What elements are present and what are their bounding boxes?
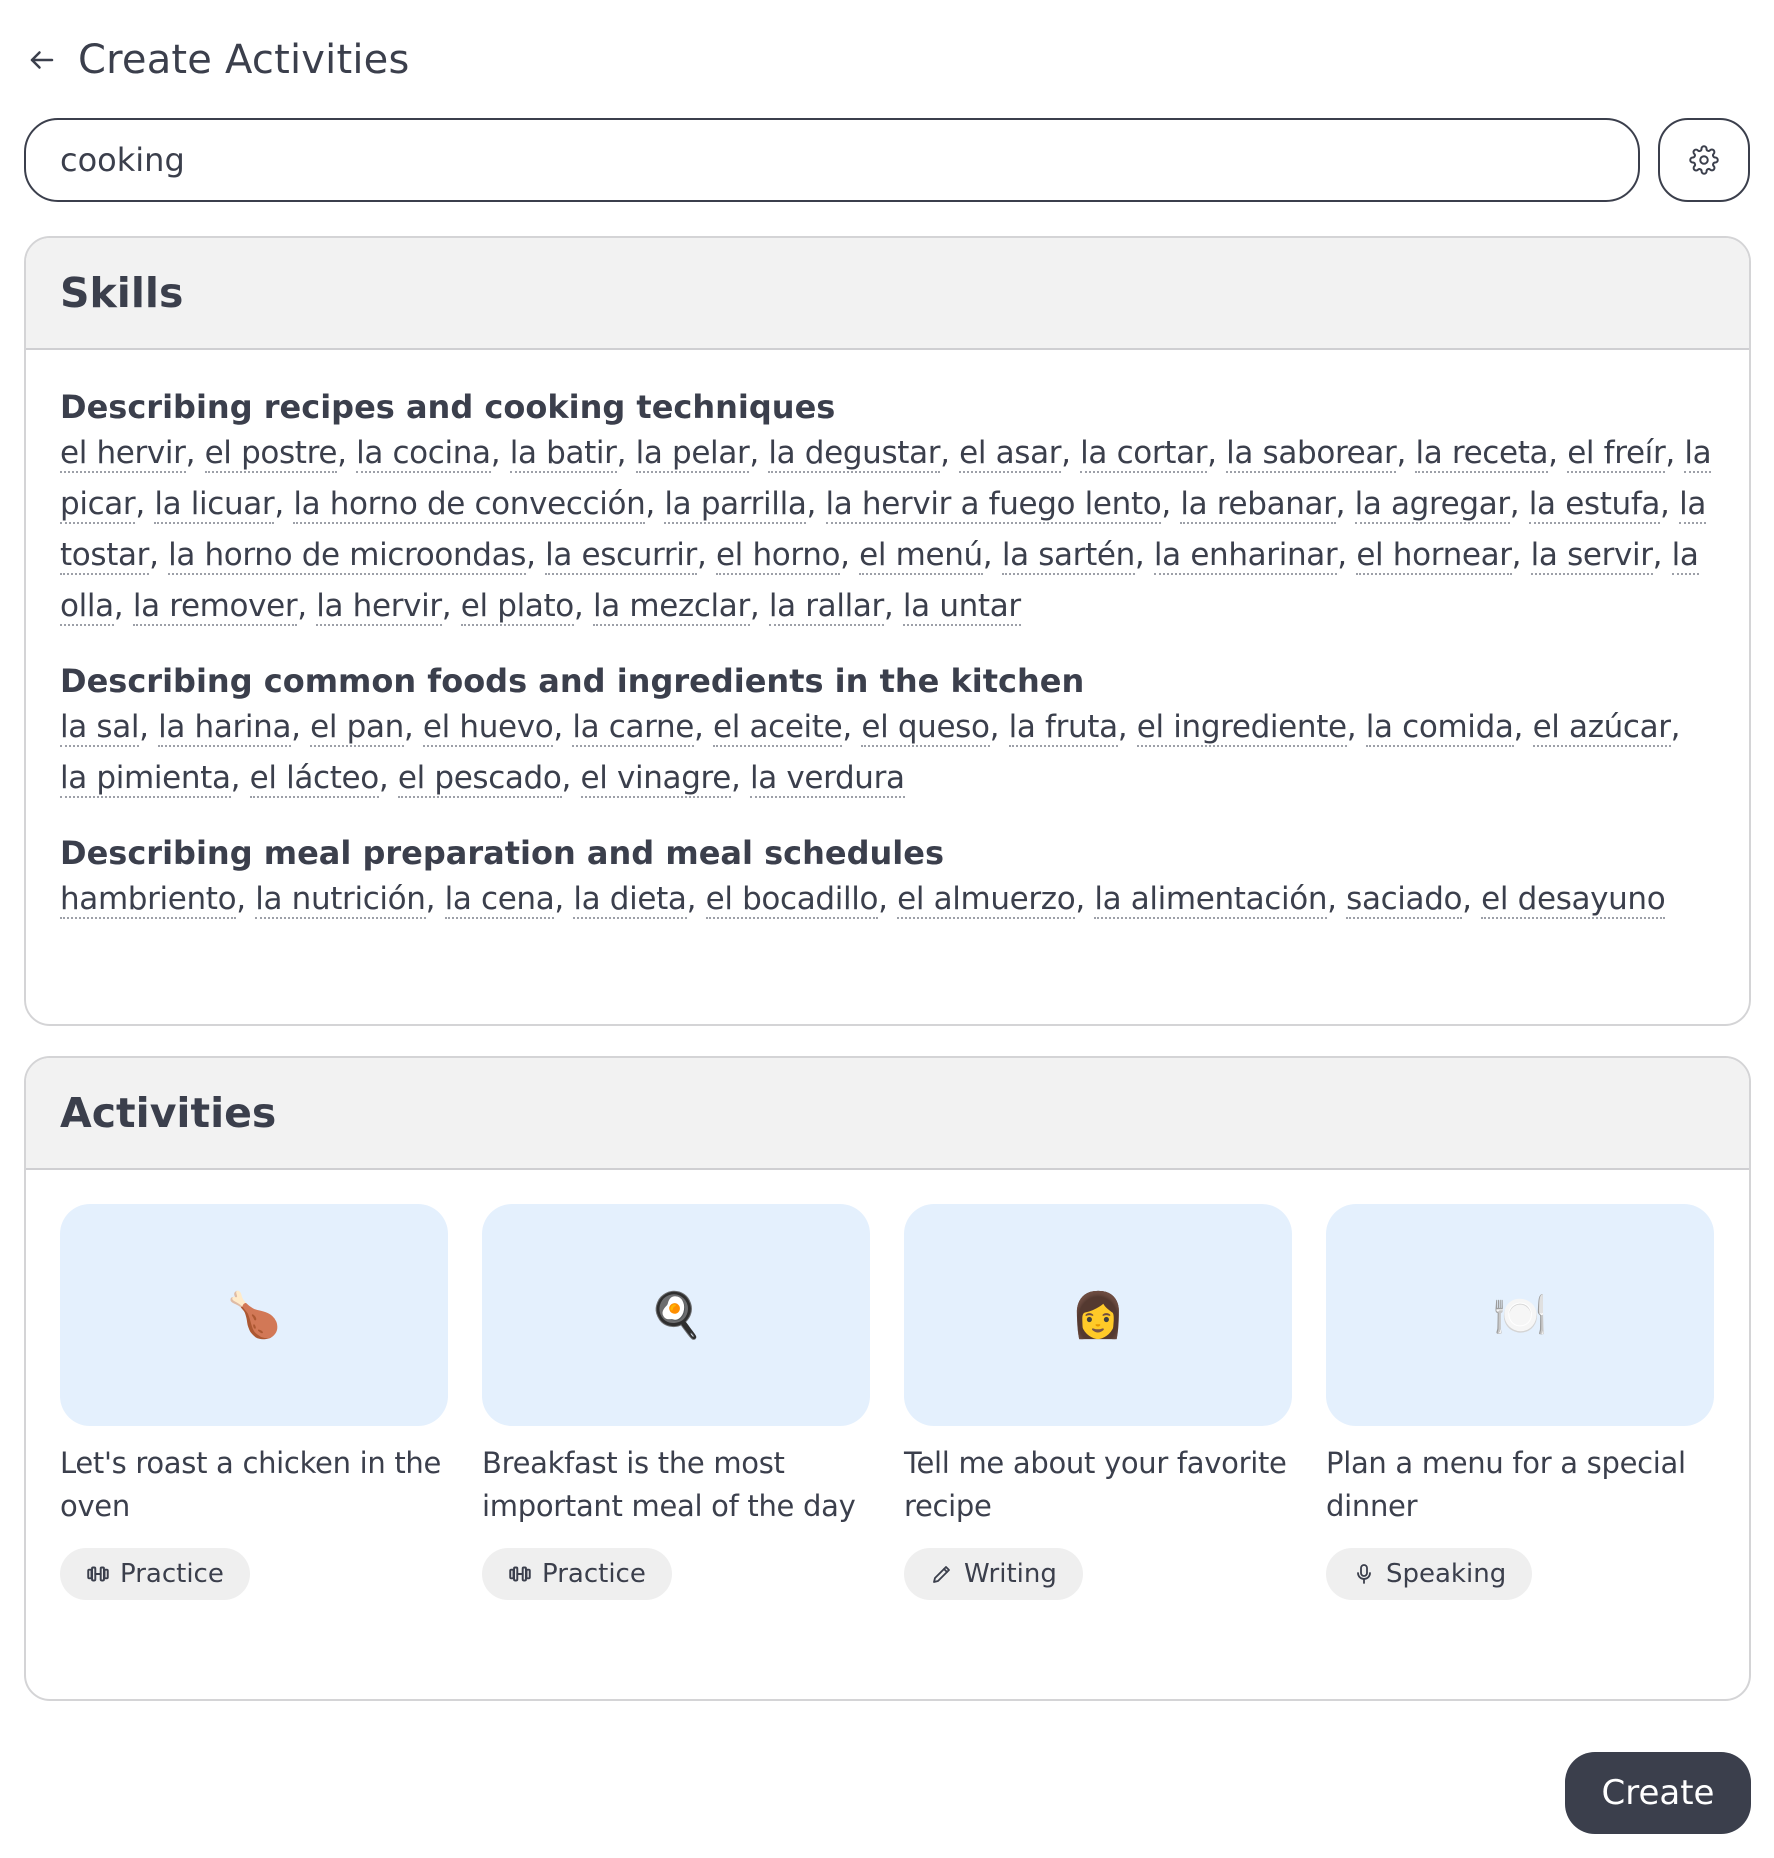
vocab-word[interactable]: el desayuno [1481,881,1666,917]
activity-type-tag [904,1548,1083,1600]
vocab-word[interactable]: el hornear [1356,537,1512,573]
vocab-word[interactable]: la mezclar [592,588,750,624]
activities-panel [24,1056,1751,1701]
vocab-word[interactable]: el menú [859,537,983,573]
skill-group [60,660,1715,804]
pencil-icon [928,1560,956,1588]
activity-thumbnail [60,1204,448,1426]
activity-card[interactable] [904,1204,1292,1600]
vocab-word[interactable]: el almuerzo [897,881,1076,917]
vocab-word[interactable]: la saborear [1226,435,1397,471]
vocab-word[interactable]: la fruta [1008,709,1118,745]
vocab-word[interactable]: la licuar [154,486,275,522]
vocab-word[interactable]: el hervir [60,435,186,471]
vocab-word[interactable]: la carne [572,709,694,745]
vocab-word[interactable]: el horno [715,537,841,573]
vocab-word[interactable]: el freír [1567,435,1666,471]
vocab-word[interactable]: la dieta [573,881,687,917]
activity-title: Tell me about your favorite recipe [904,1446,1287,1523]
activities-title: Activities [60,1089,277,1137]
activity-type-tag [60,1548,250,1600]
vocab-word[interactable]: la sal [60,709,140,745]
vocab-word[interactable]: hambriento [60,881,237,917]
vocab-word[interactable]: la cena [444,881,555,917]
vocab-word[interactable]: la degustar [768,435,941,471]
activity-type-tag [1326,1548,1532,1600]
vocab-word[interactable]: el pan [310,709,404,745]
activity-type-label: Speaking [1386,1559,1507,1589]
back-button[interactable] [22,40,62,80]
activity-type-label: Practice [542,1559,646,1589]
vocab-word[interactable]: el postre [204,435,338,471]
vocab-word[interactable]: la escurrir [545,537,697,573]
activity-emoji: 🍗 [226,1290,282,1341]
skill-word-list: la sal, la harina, el pan, el huevo, la carne, el aceite, el queso, la fruta, el ingrediente, la comida, el azúcar, la pimienta, el lácteo, el pescado, el vinagre, la verdura [60,709,1681,796]
vocab-word[interactable]: la harina [158,709,292,745]
vocab-word[interactable]: la estufa [1528,486,1661,522]
activity-type-label: Writing [964,1559,1057,1589]
activity-thumbnail [482,1204,870,1426]
vocab-word[interactable]: la cortar [1080,435,1208,471]
vocab-word[interactable]: el huevo [422,709,554,745]
page-title: Create Activities [78,37,410,83]
vocab-word[interactable]: el aceite [712,709,843,745]
vocab-word[interactable]: el asar [959,435,1062,471]
activity-title: Plan a menu for a special dinner [1326,1446,1686,1523]
vocab-word[interactable]: la agregar [1354,486,1510,522]
vocab-word[interactable]: la picar [60,435,1712,522]
vocab-word[interactable]: la receta [1415,435,1549,471]
activity-cards [26,1170,1749,1600]
vocab-word[interactable]: el azúcar [1532,709,1671,745]
vocab-word[interactable]: la servir [1530,537,1653,573]
activity-emoji: 👩 [1070,1290,1126,1341]
activity-type-tag [482,1548,672,1600]
vocab-word[interactable]: la untar [902,588,1021,624]
settings-button[interactable] [1658,118,1750,202]
dumbbell-icon [506,1560,534,1588]
vocab-word[interactable]: el pescado [397,760,562,796]
vocab-word[interactable]: la sartén [1001,537,1135,573]
activity-thumbnail [1326,1204,1714,1426]
vocab-word[interactable]: el bocadillo [705,881,879,917]
skills-panel-header [26,238,1749,350]
create-button[interactable]: Create [1565,1752,1751,1834]
skill-word-list: el hervir, el postre, la cocina, la batir, la pelar, la degustar, el asar, la cortar, la saborear, la receta, el freír, la picar, la licuar, la horno de convección, la parrilla, la hervir a fuego lento, la rebanar, la agregar, la estufa, la tostar, la horno de microondas, la escurrir, el horno, el menú, la sartén, la enharinar, el hornear, la servir, la olla, la remover, la hervir, el plato, la mezclar, la rallar, la untar [60,435,1712,624]
skill-group-title: Describing meal preparation and meal schedules [60,834,944,872]
vocab-word[interactable]: la batir [509,435,617,471]
skill-group-title: Describing common foods and ingredients in the kitchen [60,662,1085,700]
vocab-word[interactable]: la pelar [635,435,750,471]
vocab-word[interactable]: la enharinar [1153,537,1338,573]
activity-type-label: Practice [120,1559,224,1589]
vocab-word[interactable]: el plato [460,588,574,624]
vocab-word[interactable]: la hervir [316,588,442,624]
activity-card[interactable] [60,1204,448,1600]
vocab-word[interactable]: la alimentación [1094,881,1328,917]
vocab-word[interactable]: el lácteo [249,760,379,796]
vocab-word[interactable]: la olla [60,537,1699,624]
vocab-word[interactable]: la tostar [60,486,1706,573]
skill-group [60,386,1715,632]
vocab-word[interactable]: la horno de convección [293,486,646,522]
search-row [24,118,1751,204]
skill-group [60,832,1715,925]
activity-card[interactable] [1326,1204,1714,1600]
gear-icon [1689,145,1719,175]
arrow-left-icon [27,45,57,75]
activity-emoji: 🍳 [648,1290,704,1341]
activities-panel-header [26,1058,1749,1170]
vocab-word[interactable]: la cocina [356,435,491,471]
vocab-word[interactable]: la remover [132,588,298,624]
skill-group-title: Describing recipes and cooking techniques [60,388,836,426]
activity-title: Let's roast a chicken in the oven [60,1446,442,1523]
dumbbell-icon [84,1560,112,1588]
skill-word-list: hambriento, la nutrición, la cena, la dieta, el bocadillo, el almuerzo, la alimentación, saciado, el desayuno [60,881,1666,917]
activity-title: Breakfast is the most important meal of the day [482,1446,856,1523]
activity-card[interactable] [482,1204,870,1600]
vocab-word[interactable]: el ingrediente [1136,709,1347,745]
vocab-word[interactable]: el queso [861,709,990,745]
vocab-word[interactable]: la rallar [768,588,884,624]
vocab-word[interactable]: la verdura [750,760,905,796]
page-header [22,30,410,90]
activity-thumbnail [904,1204,1292,1426]
skills-title: Skills [60,269,184,317]
vocab-word[interactable]: la pimienta [60,760,231,796]
vocab-word[interactable]: la nutrición [255,881,426,917]
vocab-word[interactable]: saciado [1346,881,1463,917]
topic-input[interactable] [24,118,1640,202]
skills-panel [24,236,1751,1026]
activity-emoji: 🍽️ [1492,1290,1548,1341]
vocab-word[interactable]: la parrilla [664,486,807,522]
microphone-icon [1350,1560,1378,1588]
vocab-word[interactable]: la horno de microondas [168,537,527,573]
vocab-word[interactable]: la rebanar [1180,486,1336,522]
vocab-word[interactable]: la comida [1365,709,1514,745]
skills-list [26,350,1749,925]
vocab-word[interactable]: la hervir a fuego lento [825,486,1162,522]
vocab-word[interactable]: el vinagre [580,760,731,796]
